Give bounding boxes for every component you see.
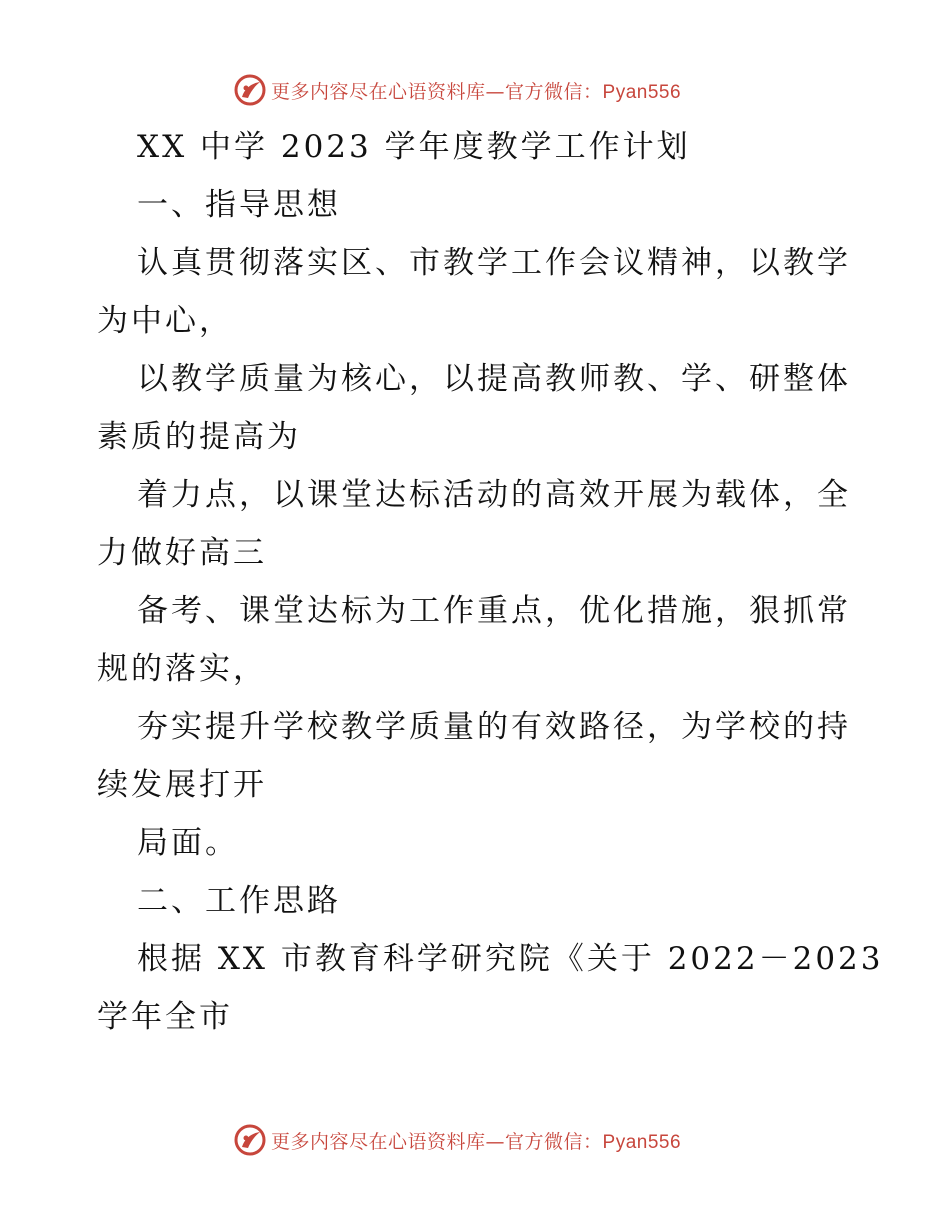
paragraph-line: 根据 XX 市教育科学研究院《关于 2022－2023: [137, 941, 884, 977]
paragraph-line: 素质的提高为: [97, 419, 301, 455]
paragraph-line: 规的落实，: [97, 651, 267, 687]
paragraph-line: 认真贯彻落实区、市教学工作会议精神，以教学: [137, 245, 851, 281]
paragraph-line: 续发展打开: [97, 767, 267, 803]
brand-logo-icon: [233, 1123, 267, 1157]
brand-logo-icon: [233, 73, 267, 107]
paragraph-line: 局面。: [137, 825, 239, 861]
watermark-text: 更多内容尽在心语资料库—官方微信：Pyan556: [271, 1130, 682, 1153]
section-heading: 一、指导思想: [137, 187, 341, 223]
watermark-text: 更多内容尽在心语资料库—官方微信：Pyan556: [271, 80, 682, 103]
paragraph-line: 力做好高三: [97, 535, 267, 571]
footer-watermark: [233, 1121, 681, 1159]
paragraph-line: 以教学质量为核心，以提高教师教、学、研整体: [137, 361, 851, 397]
paragraph-line: 为中心，: [97, 303, 233, 339]
paragraph-line: 备考、课堂达标为工作重点，优化措施，狠抓常: [137, 593, 851, 629]
section-heading: 二、工作思路: [137, 883, 341, 919]
document-title: XX 中学 2023 学年度教学工作计划: [137, 129, 691, 165]
paragraph-line: 学年全市: [97, 999, 233, 1035]
paragraph-line: 着力点，以课堂达标活动的高效开展为载体，全: [137, 477, 851, 513]
header-watermark: [233, 71, 681, 109]
paragraph-line: 夯实提升学校教学质量的有效路径，为学校的持: [137, 709, 851, 745]
